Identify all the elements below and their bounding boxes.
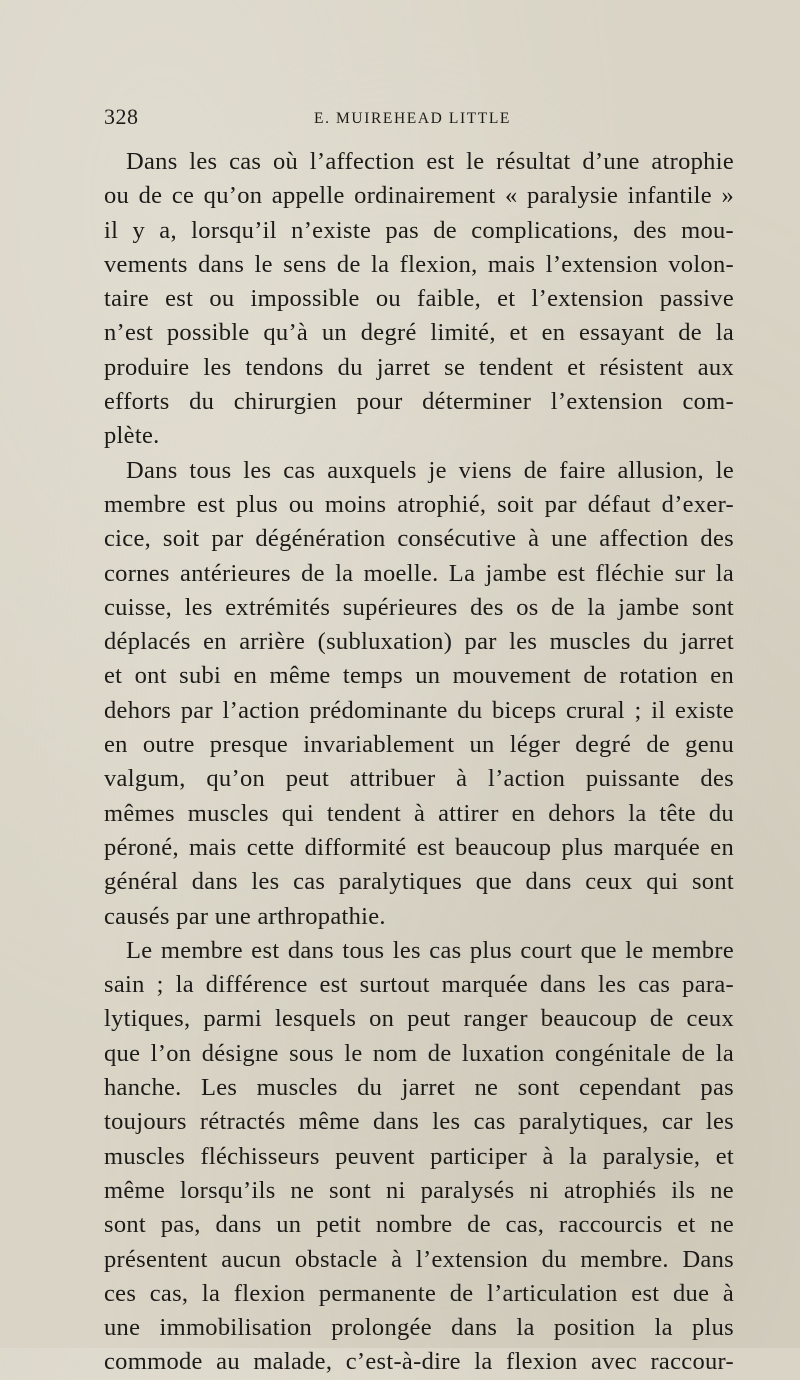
text-line: produire les tendons du jarret se tendent et résistent aux — [104, 353, 734, 381]
text-line: n’est possible qu’à un degré limité, et en essayant de la — [104, 319, 734, 347]
text-line: causés par une arthropathie. — [104, 902, 386, 930]
text-line: lytiques, parmi lesquels on peut ranger beaucoup de ceux — [104, 1005, 734, 1033]
text-line: il y a, lorsqu’il n’existe pas de complications, des mou- — [104, 216, 734, 244]
text-line: muscles fléchisseurs peuvent participer à la paralysie, et — [104, 1142, 734, 1170]
text-line: plète. — [104, 422, 160, 450]
text-line: sont pas, dans un petit nombre de cas, raccourcis et ne — [104, 1211, 734, 1239]
text-line: valgum, qu’on peut attribuer à l’action puissante des — [104, 765, 734, 793]
text-line: dehors par l’action prédominante du biceps crural ; il existe — [104, 696, 734, 724]
text-line: membre est plus ou moins atrophié, soit par défaut d’exer- — [104, 490, 734, 518]
text-line: cuisse, les extrémités supérieures des os de la jambe sont — [104, 593, 734, 621]
text-line: une immobilisation prolongée dans la position la plus — [104, 1314, 734, 1342]
text-line: cornes antérieures de la moelle. La jambe est fléchie sur la — [104, 559, 734, 587]
body-text — [104, 145, 734, 1380]
text-line: vements dans le sens de la flexion, mais l’extension volon- — [104, 250, 734, 278]
running-title: E. MUIREHEAD LITTLE — [314, 110, 511, 127]
text-line: mêmes muscles qui tendent à attirer en dehors la tête du — [104, 799, 734, 827]
text-line: même lorsqu’ils ne sont ni paralysés ni atrophiés ils ne — [104, 1176, 734, 1204]
text-line: que l’on désigne sous le nom de luxation congénitale de la — [104, 1039, 734, 1067]
text-line: commode au malade, c’est-à-dire la flexion avec raccour- — [104, 1348, 734, 1376]
running-head — [104, 102, 734, 132]
text-line: présentent aucun obstacle à l’extension du membre. Dans — [104, 1245, 734, 1273]
text-line: toujours rétractés même dans les cas paralytiques, car les — [104, 1108, 734, 1136]
text-line: cice, soit par dégénération consécutive à une affection des — [104, 525, 734, 553]
page-number: 328 — [104, 104, 139, 129]
text-line: Le membre est dans tous les cas plus court que le membre — [126, 936, 734, 964]
text-line: ces cas, la flexion permanente de l’articulation est due à — [104, 1279, 734, 1307]
text-line: et ont subi en même temps un mouvement de rotation en — [104, 662, 734, 690]
text-line: général dans les cas paralytiques que dans ceux qui sont — [104, 868, 734, 896]
text-line: péroné, mais cette difformité est beaucoup plus marquée en — [104, 833, 734, 861]
text-line: Dans les cas où l’affection est le résultat d’une atrophie — [126, 148, 734, 175]
text-line: déplacés en arrière (subluxation) par les muscles du jarret — [104, 628, 734, 656]
text-line: Dans tous les cas auxquels je viens de faire allusion, le — [126, 456, 734, 484]
text-line: hanche. Les muscles du jarret ne sont cependant pas — [104, 1074, 734, 1102]
text-line: ou de ce qu’on appelle ordinairement « paralysie infantile » — [104, 182, 734, 210]
text-line: en outre presque invariablement un léger degré de genu — [104, 731, 734, 759]
text-line: sain ; la différence est surtout marquée dans les cas para- — [104, 971, 734, 999]
text-line: efforts du chirurgien pour déterminer l’extension com- — [104, 388, 734, 416]
text-line: taire est ou impossible ou faible, et l’extension passive — [104, 285, 734, 313]
